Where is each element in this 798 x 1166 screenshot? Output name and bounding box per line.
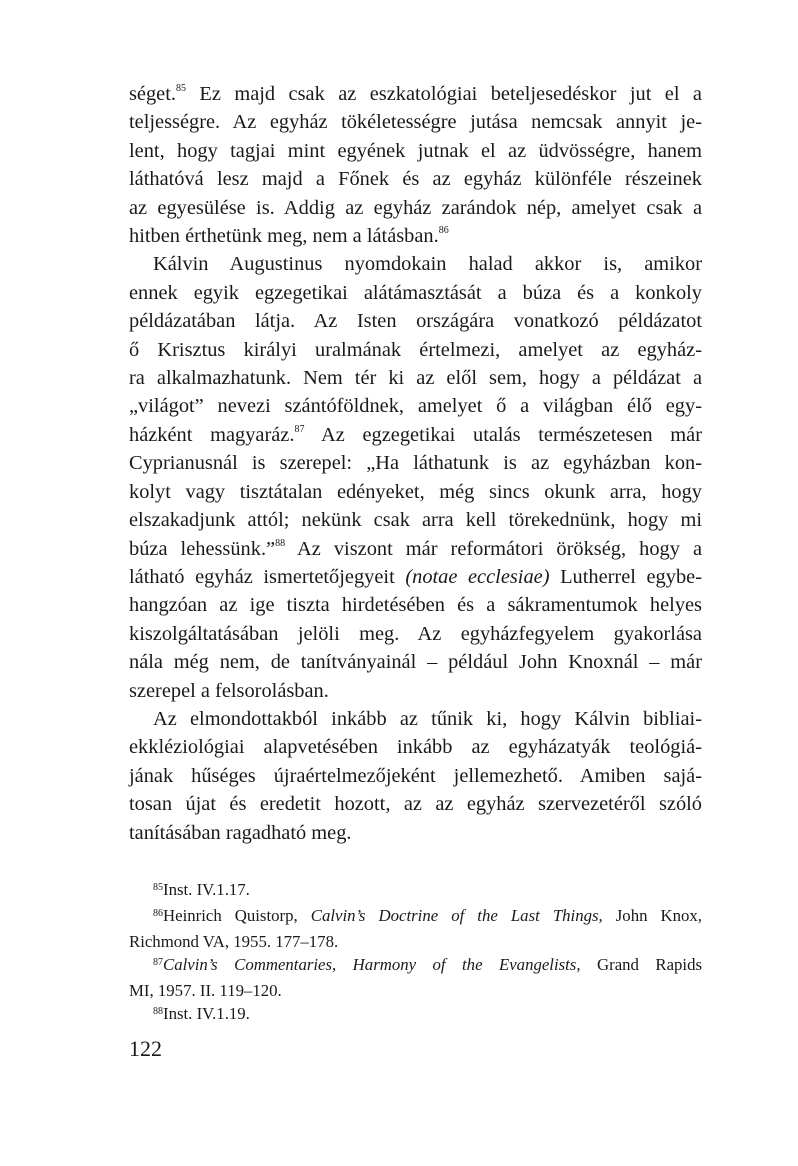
text-line: elszakadjunk attól; nekünk csak arra kell törekednünk, hogy mi — [129, 509, 702, 532]
text-line: lent, hogy tagjai mint egyének jutnak el az üdvösségre, hanem — [129, 139, 702, 162]
text-line: láthatóvá lesz majd a Főnek és az egyház különféle részeinek — [129, 168, 702, 191]
text-line: hangzóan az ige tiszta hirdetésében és a sákramentumok helyes — [129, 594, 702, 617]
footnote-87-cont: MI, 1957. II. 119–120. — [129, 981, 282, 1000]
text-line: jának hűséges újraértelmezőjeként jellemezhető. Amiben sajá- — [129, 764, 702, 787]
text-line: tosan újat és eredetit hozott, az az egyház szervezetéről szóló — [129, 793, 702, 816]
text-line: búza lehessünk.”$^{88}$ Az viszont már reformátori örökség, hogy a — [129, 537, 702, 560]
text-line: Az elmondottakból inkább az tűnik ki, hogy Kálvin bibliai- — [153, 707, 702, 730]
footnote-ref: 86 — [438, 225, 449, 237]
paragraph-2 — [129, 250, 702, 705]
text-line: ennek egyik egzegetikai alátámasztását a búza és a konkoly — [129, 281, 702, 304]
text-line: tanításában ragadható meg. — [129, 821, 352, 844]
footnote-ref: 88 — [275, 537, 286, 549]
footnote-86: $^{86}$Heinrich Quistorp, Calvin’s Doctrine of the Last Things, John Knox, — [153, 906, 703, 925]
footnote-88: $^{88}$Inst. IV.1.19. — [153, 1004, 250, 1023]
text-line: Cyprianusnál is szerepel: „Ha láthatunk is az egyházban kon- — [129, 452, 702, 475]
footnote-ref: 85 — [176, 83, 186, 95]
text-line: házként magyaráz.$^{87}$ Az egzegetikai utalás természetesen már — [129, 423, 702, 446]
text-line: szerepel a felsorolásban. — [129, 679, 329, 702]
main-text — [129, 80, 702, 847]
text-line: séget.$^{85}$ Ez majd csak az eszkatológiai beteljesedéskor jut el a — [129, 83, 702, 105]
footnotes — [129, 878, 702, 1028]
text-line: teljességre. Az egyház tökéletességre jutása nemcsak annyit je- — [129, 111, 702, 134]
latin-term: (notae ecclesiae) — [405, 565, 550, 588]
paragraph-1 — [129, 80, 702, 250]
footnote-85: $^{85}$Inst. IV.1.17. — [153, 880, 250, 899]
text-line: nála még nem, de tanítványainál – például John Knoxnál – már — [129, 651, 702, 674]
text-line: látható egyház ismertetőjegyeit (notae ecclesiae) Lutherrel egybe- — [129, 565, 702, 588]
text-line: Kálvin Augustinus nyomdokain halad akkor is, amikor — [153, 253, 702, 276]
page-number: 122 — [129, 1036, 162, 1061]
text-line: példázatában látja. Az Isten országára vonatkozó példázatot — [129, 310, 702, 333]
text-line: kiszolgáltatásában jelöli meg. Az egyházfegyelem gyakorlása — [129, 622, 702, 645]
text-line: „világot” nevezi szántóföldnek, amelyet ő a világban élő egy- — [129, 395, 702, 418]
footnote-ref: 87 — [294, 424, 305, 436]
text-line: kolyt vagy tisztátalan edényeket, még sincs okunk arra, hogy — [129, 480, 702, 503]
footnote-87: $^{87}$Calvin’s Commentaries, Harmony of the Evangelists, Grand Rapids — [153, 955, 702, 974]
paragraph-3 — [129, 705, 702, 847]
text-line: hitben érthetünk meg, nem a látásban.$^{86}$ — [129, 225, 449, 248]
text-line: az egyesülése is. Addig az egyház zarándok nép, amelyet csak a — [129, 196, 702, 219]
footnote-86-cont: Richmond VA, 1955. 177–178. — [129, 932, 339, 951]
text-line: ekkléziológiai alapvetésében inkább az egyházatyák teológiá- — [129, 736, 702, 759]
text-line: ő Krisztus királyi uralmának értelmezi, amelyet az egyház- — [129, 338, 702, 361]
text-line: ra alkalmazhatunk. Nem tér ki az elől sem, hogy a példázat a — [129, 367, 702, 390]
